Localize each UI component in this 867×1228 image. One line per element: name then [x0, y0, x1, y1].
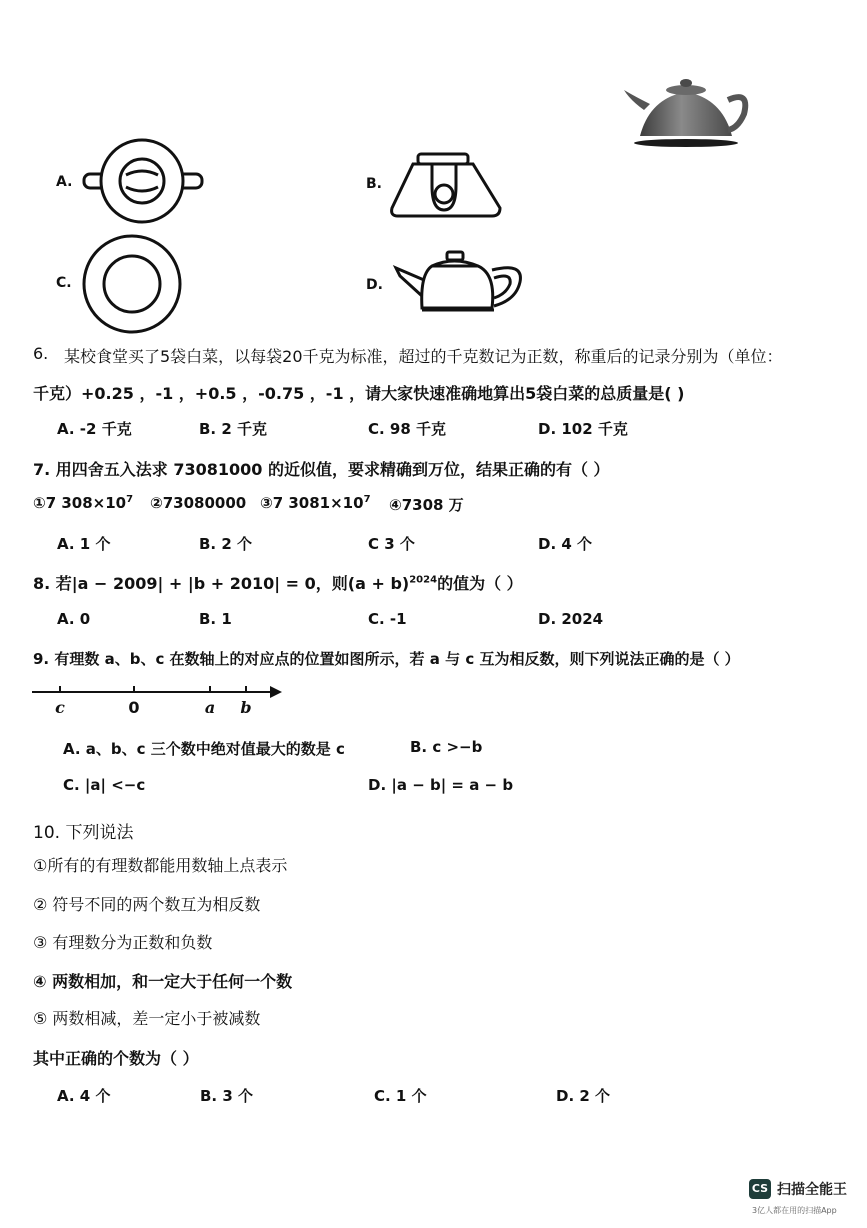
- question-10-stem: 10. 下列说法: [33, 823, 134, 843]
- view-d-front-drawing: [392, 250, 528, 320]
- axis-label-c: c: [55, 698, 65, 717]
- q7-choice-3: ③7 $3081\times 10^7$: [260, 494, 371, 512]
- option-d-label: D.: [366, 277, 383, 293]
- question-8-stem: 8. 若|a − 2009| + |b + 2010| = 0，则$(a + b)^{2024}$的值为（ ）: [33, 574, 523, 593]
- q7-option-a: A. 1 个: [57, 535, 111, 553]
- question-6-number: 6.: [33, 344, 49, 363]
- statement-1: ①所有的有理数都能用数轴上点表示: [33, 856, 288, 875]
- q9-option-c: C. |a| <−c: [63, 776, 146, 794]
- q10-option-b: B. 3 个: [200, 1087, 254, 1105]
- view-a-top-drawing: [82, 138, 202, 228]
- q10-option-c: C. 1 个: [374, 1087, 427, 1105]
- axis-label-b: b: [240, 698, 252, 717]
- watermark-subtitle: 3亿人都在用的扫描App: [752, 1206, 837, 1215]
- number-line: [30, 682, 290, 722]
- statement-2: ② 符号不同的两个数互为相反数: [33, 895, 261, 914]
- q7-option-d: D. 4 个: [538, 535, 593, 553]
- axis-label-0: 0: [128, 698, 140, 717]
- question-6-line1: 某校食堂买了5袋白菜，以每袋20千克为标准，超过的千克数记为正数，称重后的记录分别为（单位：: [64, 347, 783, 366]
- q7-choice-1: ①7 $308\times 10^7$: [33, 494, 134, 512]
- option-c-label: C.: [56, 275, 72, 291]
- q6-option-a: A. -2 千克: [57, 420, 132, 438]
- teapot-photo: [620, 70, 755, 150]
- q9-option-a: A. a、b、c 三个数中绝对值最大的数是 c: [63, 740, 345, 758]
- option-a-label: A.: [56, 174, 73, 190]
- question-10-ask: 其中正确的个数为（ ）: [33, 1049, 199, 1068]
- q7-choice-4: ④7308 万: [389, 496, 464, 514]
- axis-label-a: a: [204, 698, 216, 717]
- statement-4: ④ 两数相加，和一定大于任何一个数: [33, 972, 293, 991]
- q7-choice-2: ②73080000: [150, 494, 247, 512]
- q8-option-d: D. 2024: [538, 610, 604, 628]
- option-b-label: B.: [366, 176, 382, 192]
- q10-option-a: A. 4 个: [57, 1087, 111, 1105]
- watermark-title: 扫描全能王: [777, 1182, 847, 1198]
- question-9-stem: 9. 有理数 a、b、c 在数轴上的对应点的位置如图所示，若 a 与 c 互为相反数，则下列说法正确的是（ ）: [33, 650, 740, 668]
- q10-option-d: D. 2 个: [556, 1087, 611, 1105]
- q7-option-b: B. 2 个: [199, 535, 253, 553]
- q8-option-c: C. -1: [368, 610, 407, 628]
- question-6-line2: 千克）+0.25 ，-1 ，+0.5 ，-0.75 ，-1 ，请大家快速准确地算出5袋白菜的总质量是( ): [33, 384, 685, 403]
- q6-option-b: B. 2 千克: [199, 420, 268, 438]
- q9-option-d: D. |a − b| = a − b: [368, 776, 514, 794]
- q6-option-d: D. 102 千克: [538, 420, 628, 438]
- statement-3: ③ 有理数分为正数和负数: [33, 933, 213, 952]
- q7-option-c: C 3 个: [368, 535, 415, 553]
- q6-option-c: C. 98 千克: [368, 420, 447, 438]
- q9-option-b: B. c >−b: [410, 738, 483, 756]
- camscanner-logo: CS: [749, 1179, 771, 1199]
- view-b-side-drawing: [388, 150, 508, 220]
- statement-5: ⑤ 两数相减，差一定小于被减数: [33, 1009, 261, 1028]
- view-c-rings-drawing: [80, 234, 184, 334]
- q8-option-b: B. 1: [199, 610, 232, 628]
- q8-option-a: A. 0: [57, 610, 91, 628]
- question-7-stem: 7. 用四舍五入法求 73081000 的近似值，要求精确到万位，结果正确的有（ ）: [33, 460, 610, 479]
